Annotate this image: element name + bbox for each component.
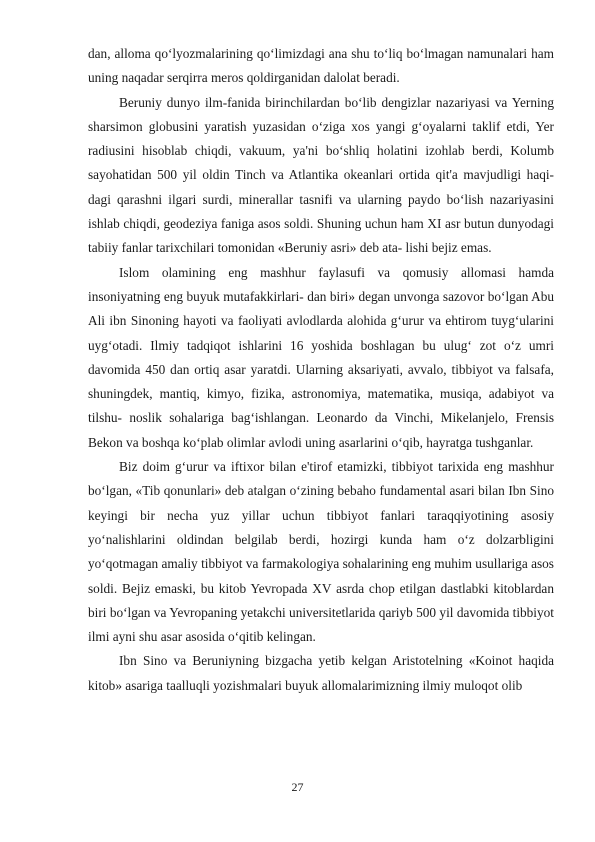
paragraph-beruniy: Beruniy dunyo ilm-fanida birinchilardan boʻlib dengizlar nazariyasi va Yerning sharsimon globusini yaratish yuzasidan oʻziga xos yangi gʻoyalarni taklif etdi, Yer radiusini hisoblab chiqdi, vakuum, ya'ni boʻshliq holatini izohlab berdi, Kolumb sayohatidan 500 yil oldin Tinch va Atlantika okeanlari ortida qit'a mavjudligi haqi- dagi qarashni ilgari surdi, minerallar tasnifi va ularning paydo boʻlish nazariyasini ishlab chiqdi, geodeziya faniga asos soldi. Shuning uchun ham XI asr butun dunyodagi tabiiy fanlar tarixchilari tomonidan «Beruniy asri» deb ata- lishi bejiz emas. xyxy=(88,94,554,256)
paragraph-continuation: dan, alloma qoʻlyozmalarining qoʻlimizdagi ana shu toʻliq boʻlmagan namunalari ham uning naqadar serqirra meros qoldirganidan dalolat beradi. xyxy=(88,46,554,86)
paragraph-ibn-sino: Islom olamining eng mashhur faylasufi va qomusiy allomasi hamda insoniyatning eng buyuk mutafakkirlari- dan biri» degan unvonga sazovor boʻlgan Abu Ali ibn Sinoning hayoti va faoliyati avlodlarda alohida gʻurur va ehtirom tuygʻularini uygʻotadi. Ilmiy tadqiqot ishlarini 16 yoshida boshlagan bu ulugʻ zot oʻz umri davomida 450 dan ortiq asar yaratdi. Ularning aksariyati, avvalo, tibbiyot va falsafa, shuningdek, mantiq, kimyo, fizika, astronomiya, matematika, musiqa, adabiyot va tilshu- noslik sohalariga bagʻishlangan. Leonardo da Vinchi, Mikelanjelo, Frensis Bekon va boshqa koʻplab olimlar avlodi uning asarlarini oʻqib, hayratga tushganlar. xyxy=(88,264,554,450)
document-body xyxy=(88,42,554,698)
page-number: 27 xyxy=(291,780,304,794)
paragraph-aristotel: Ibn Sino va Beruniyning bizgacha yetib kelgan Aristotelning «Koinot haqida kitob» asariga taalluqli yozishmalari buyuk allomalarimizning ilmiy muloqot olib xyxy=(88,653,554,693)
paragraph-tib-qonunlari: Biz doim gʻurur va iftixor bilan e'tirof etamizki, tibbiyot tarixida eng mashhur boʻlgan, «Tib qonunlari» deb atalgan oʻzining bebaho fundamental asari bilan Ibn Sino keyingi bir necha yuz yillar uchun tibbiyot fanlari taraqqiyotining asosiy yoʻnalishlarini oldindan belgilab berdi, hozirgi kunda ham oʻz dolzarbligini yoʻqotmagan amaliy tibbiyot va farmakologiya sohalarining eng muhim usullariga asos soldi. Bejiz emaski, bu kitob Yevropada XV asrda chop etilgan dastlabki kitoblardan biri boʻlgan va Yevropaning yetakchi universitetlarida qariyb 500 yil davomida tibbiyot ilmi ayni shu asar asosida oʻqitib kelingan. xyxy=(88,459,554,645)
